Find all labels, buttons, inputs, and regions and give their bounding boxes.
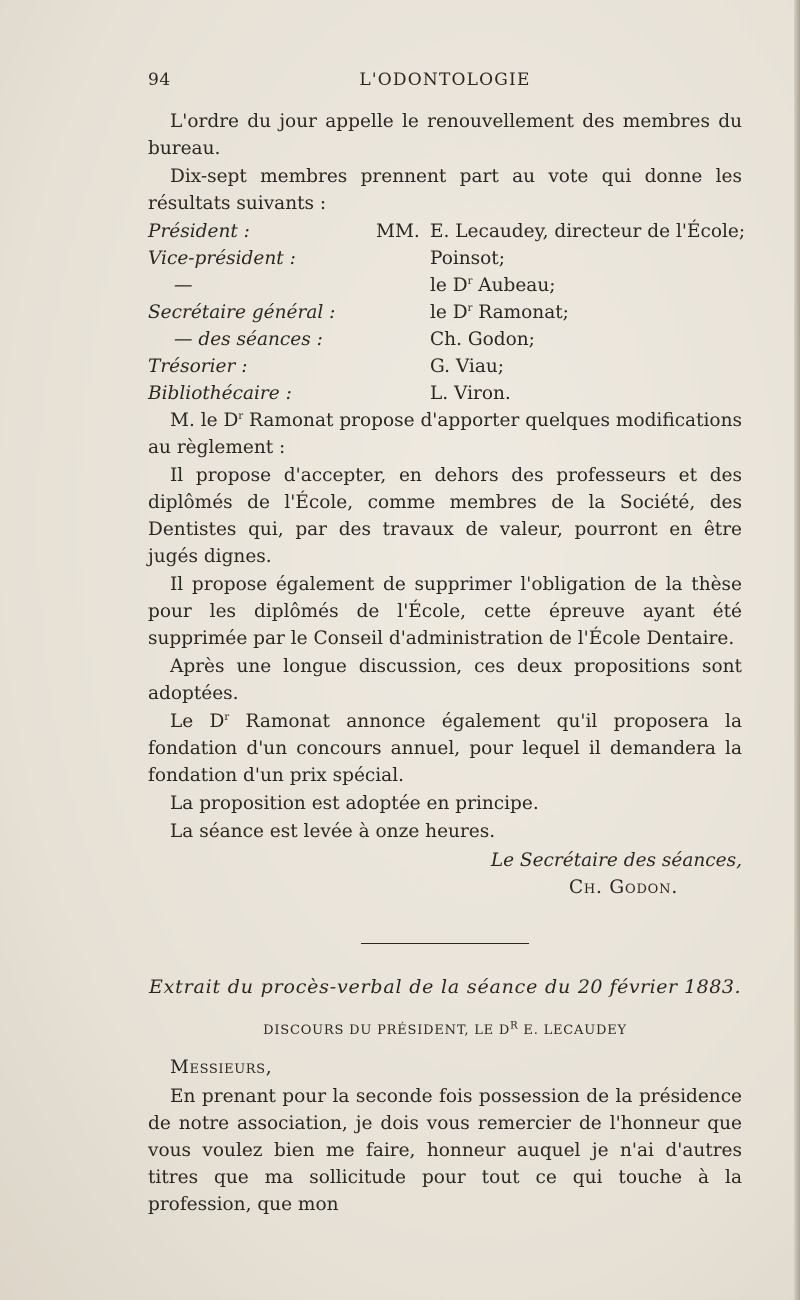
board-row-secretary-general	[148, 299, 742, 326]
board-results	[148, 218, 746, 407]
paragraph-proposal: M. le $D^r$ Ramonat propose d'apporter quelques modifications au règlement :	[148, 410, 742, 458]
paragraph-proposal-thesis: Il propose également de supprimer l'obligation de la thèse pour les diplômés de l'École, cette épreuve ayant été supprimée par le Conseil d'administration de l'École Dentaire.	[148, 574, 742, 649]
board-row-president	[148, 218, 746, 245]
board-row-treasurer	[148, 353, 742, 380]
member-name: le $D^r$ Ramonat;	[430, 302, 569, 323]
paragraph-contest: Le $D^r$ Ramonat annonce également qu'il proposera la fondation d'un concours annuel, pour lequel il demandera la fondation d'un prix spécial.	[148, 711, 742, 786]
paragraph-principle: La proposition est adoptée en principe.	[170, 793, 539, 814]
member-name: le $D^r$ Aubeau;	[430, 275, 556, 296]
board-row-session-secretary	[148, 326, 742, 353]
member-name: L. Viron.	[430, 383, 511, 404]
salutation: Messieurs,	[170, 1057, 273, 1078]
board-row-vice-president	[148, 245, 742, 272]
member-name: G. Viau;	[430, 356, 505, 377]
board-row-librarian	[148, 380, 742, 407]
board-row-vice-president-2	[148, 272, 742, 299]
paragraph-agenda: L'ordre du jour appelle le renouvellement des membres du bureau.	[148, 111, 742, 159]
section-divider	[361, 943, 529, 944]
paragraph-vote: Dix-sept membres prennent part au vote qui donne les résultats suivants :	[148, 166, 742, 214]
role-label: Vice-président :	[148, 248, 296, 269]
paragraph-closing: La séance est levée à onze heures.	[170, 821, 496, 842]
role-label: —	[174, 275, 193, 296]
page-content	[148, 108, 746, 1219]
role-label: Président :	[148, 221, 250, 242]
member-name: E. Lecaudey, directeur de l'École;	[430, 221, 746, 242]
member-name: Poinsot;	[430, 248, 505, 269]
paragraph-adopted: Après une longue discussion, ces deux propositions sont adoptées.	[148, 656, 742, 704]
speech-subtitle: DISCOURS DU PRÉSIDENT, LE $D^R$ E. LECAUDEY	[263, 1020, 627, 1038]
section-title: Extrait du procès-verbal de la séance du 20 février 1883.	[148, 976, 741, 998]
signature-block	[148, 847, 742, 901]
signature-title: Le Secrétaire des séances,	[490, 850, 742, 871]
role-label: Trésorier :	[148, 356, 248, 377]
speech-body: En prenant pour la seconde fois possession de la présidence de notre association, je dois vous remercier de l'honneur que vous voulez bien me faire, honneur auquel je n'ai d'autres titres que ma sollicitude pour tout ce qui touche à la profession, que mon	[148, 1086, 742, 1215]
role-label: — des séances :	[174, 329, 323, 350]
role-label: Bibliothécaire :	[148, 383, 292, 404]
signature-name: Ch. Godon.	[568, 877, 678, 898]
running-head: L'ODONTOLOGIE	[359, 70, 531, 90]
page-number: 94	[148, 70, 171, 90]
paragraph-proposal-members: Il propose d'accepter, en dehors des professeurs et des diplômés de l'École, comme membres de la Société, des Dentistes qui, par des travaux de valeur, pourront en être jugés dignes.	[148, 465, 742, 567]
mm-label: MM.	[376, 221, 420, 242]
role-label: Secrétaire général :	[148, 302, 336, 323]
page-header	[148, 70, 742, 96]
member-name: Ch. Godon;	[430, 329, 535, 350]
section-date: 20 février 1883.	[577, 976, 741, 998]
page-edge	[794, 0, 800, 1300]
